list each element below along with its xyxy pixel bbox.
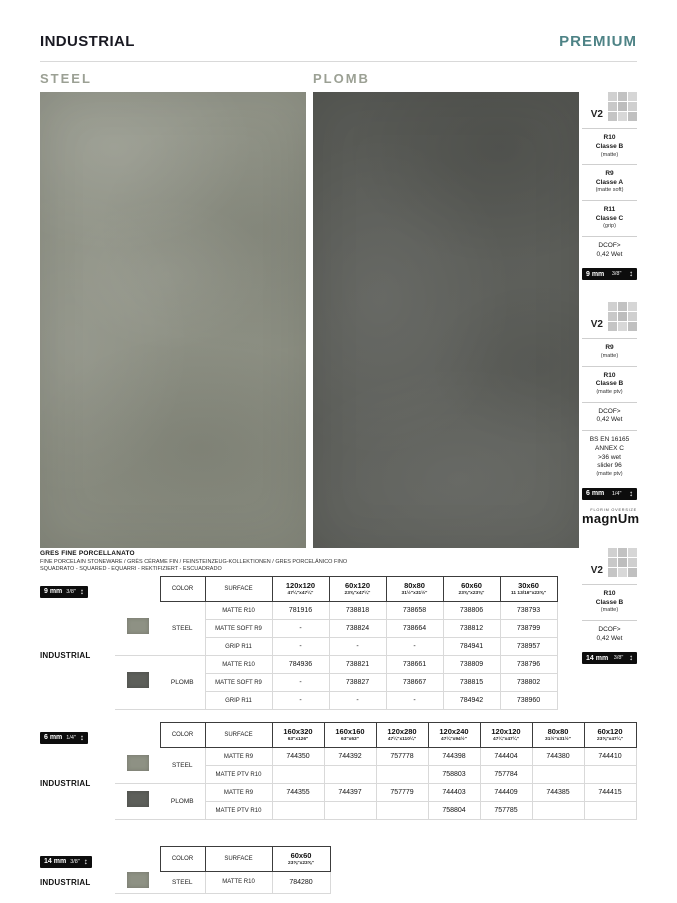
color-swatch	[127, 872, 149, 888]
spec-item	[582, 200, 637, 236]
grid-square	[618, 322, 627, 331]
header-divider	[40, 61, 637, 62]
size-column-header	[329, 577, 386, 602]
grid-square	[608, 322, 617, 331]
article-code: -	[386, 638, 443, 656]
size-inches: 47¼"x110¼"	[387, 736, 417, 742]
color-swatch-cell	[115, 748, 160, 784]
grid-square	[608, 548, 617, 557]
thickness-inches: 3/8"	[613, 655, 624, 662]
table-header-row	[40, 577, 557, 602]
surface-name: MATTE R10	[205, 656, 272, 674]
article-code: -	[272, 620, 329, 638]
material-translations: FINE PORCELAIN STONEWARE / GRÈS CÉRAME FIN / FEINSTEINZEUG-KOLLEKTIONEN / GRES PORCELÁNICO FINO	[40, 559, 348, 565]
article-code: 784942	[443, 692, 500, 710]
shade-variation	[582, 302, 637, 331]
spec-item	[582, 236, 637, 265]
spec-line: ANNEX C	[595, 444, 624, 452]
article-code: 738827	[329, 674, 386, 692]
size-cm: 120x240	[439, 727, 469, 737]
article-code	[584, 766, 636, 784]
size-cm: 160x160	[335, 727, 365, 737]
thickness-arrow-icon: ↕	[628, 653, 633, 663]
thickness-arrow-icon: ↕	[83, 856, 88, 866]
table-header-row	[40, 723, 636, 748]
article-code: -	[272, 674, 329, 692]
article-code: 738658	[386, 602, 443, 620]
surface-column-header: SURFACE	[205, 847, 272, 872]
size-column-header	[532, 723, 584, 748]
article-code: -	[386, 692, 443, 710]
article-code	[324, 802, 376, 820]
edge-finish-text: SQUADRATO - SQUARED - EQUARRI - REKTIFIZIERT - ESCUADRADO	[40, 566, 222, 572]
grid-square	[628, 548, 637, 557]
spec-line: R9	[605, 169, 614, 177]
article-code: 784280	[272, 872, 330, 894]
article-code	[584, 802, 636, 820]
color-column-header: COLOR	[160, 847, 205, 872]
swatch-header-spacer	[115, 577, 160, 602]
surface-name: MATTE R10	[205, 602, 272, 620]
article-code: 744403	[428, 784, 480, 802]
size-inches: 47¼"x94½"	[441, 736, 467, 742]
article-code: 744398	[428, 748, 480, 766]
thickness-badge	[582, 268, 637, 280]
size-column-header	[500, 577, 557, 602]
grid-square	[628, 112, 637, 121]
article-code: 738806	[443, 602, 500, 620]
spec-note: (matte ptv)	[596, 471, 623, 478]
spec-line: >36 wet	[598, 453, 621, 461]
grid-square	[618, 302, 627, 311]
tile-image-plomb	[313, 92, 579, 548]
article-code: 738957	[500, 638, 557, 656]
spec-line: Classe A	[595, 178, 624, 186]
spec-line: 0,42 Wet	[596, 634, 623, 642]
magnum-logo-wordmark: magnUm	[582, 510, 640, 526]
article-code: 738802	[500, 674, 557, 692]
thickness-badge	[40, 732, 88, 744]
size-column-header	[584, 723, 636, 748]
spec-note: (grip)	[603, 223, 616, 230]
article-code: -	[272, 692, 329, 710]
size-cm: 60x120	[597, 727, 623, 737]
size-inches: 47¼"x47¼"	[493, 736, 519, 742]
spec-line: R9	[605, 344, 614, 352]
size-cm: 60x120	[344, 581, 371, 591]
grid-square	[608, 302, 617, 311]
product-row	[40, 748, 636, 766]
spec-note: (matte)	[600, 353, 619, 360]
swatch-header-spacer	[115, 723, 160, 748]
color-swatch-cell	[115, 656, 160, 710]
color-swatch	[127, 791, 149, 807]
thickness-inches: 3/8"	[70, 858, 80, 865]
article-code	[376, 802, 428, 820]
article-code	[532, 802, 584, 820]
article-code: 784941	[443, 638, 500, 656]
article-code: 744380	[532, 748, 584, 766]
article-code: 744409	[480, 784, 532, 802]
size-column-header	[428, 723, 480, 748]
size-inches: 23⅝"x23⅝"	[288, 860, 314, 866]
grid-square	[628, 92, 637, 101]
size-tables	[40, 576, 637, 894]
swatch-header-spacer	[115, 847, 160, 872]
surface-name: MATTE PTV R10	[205, 766, 272, 784]
spec-line: slider 96	[597, 462, 622, 470]
grid-square	[618, 558, 627, 567]
color-swatch-cell	[115, 784, 160, 820]
article-code: 738821	[329, 656, 386, 674]
grid-square	[618, 92, 627, 101]
surface-name: MATTE SOFT R9	[205, 620, 272, 638]
article-code: 744415	[584, 784, 636, 802]
product-row	[40, 784, 636, 802]
size-cm: 60x60	[290, 851, 312, 861]
spec-item	[582, 128, 637, 164]
size-cm: 60x60	[461, 581, 482, 591]
size-column-header	[272, 847, 330, 872]
thickness-arrow-icon: ↕	[629, 488, 633, 498]
article-code: -	[272, 638, 329, 656]
color-swatch	[127, 672, 149, 688]
article-code: 744392	[324, 748, 376, 766]
brand-name: PREMIUM	[559, 33, 637, 50]
grid-square	[608, 558, 617, 567]
surface-name: MATTE R9	[205, 748, 272, 766]
article-code: 744397	[324, 784, 376, 802]
article-code	[376, 766, 428, 784]
grid-square	[628, 322, 637, 331]
size-inches: 63"x126"	[287, 736, 309, 742]
page-title: INDUSTRIAL	[40, 33, 135, 50]
size-cm: 160x320	[283, 727, 313, 737]
color-column-header: COLOR	[160, 577, 205, 602]
article-code: 758803	[428, 766, 480, 784]
article-code: 738667	[386, 674, 443, 692]
color-swatch-cell	[115, 872, 160, 894]
series-name: INDUSTRIAL	[40, 651, 91, 660]
color-swatch	[127, 618, 149, 634]
grid-square	[608, 92, 617, 101]
spec-item	[582, 402, 637, 431]
size-inches: 11 13/16"x23⅝"	[511, 590, 546, 596]
article-code: 738796	[500, 656, 557, 674]
size-inches: 63"x63"	[341, 736, 359, 742]
size-column-header	[443, 577, 500, 602]
surface-name: MATTE R9	[205, 784, 272, 802]
thickness-badge	[40, 586, 88, 598]
size-column-header	[376, 723, 428, 748]
thickness-inches: 1/4"	[66, 734, 76, 741]
spec-line: Classe B	[595, 598, 624, 606]
tile-image-steel	[40, 92, 306, 548]
thickness-arrow-icon: ↕	[79, 586, 84, 596]
thickness-value: 9 mm	[44, 588, 63, 595]
tile-grid-icon	[608, 92, 637, 121]
article-code: 757778	[376, 748, 428, 766]
size-table	[40, 576, 558, 710]
spec-group	[582, 92, 637, 280]
table-header-row	[40, 847, 330, 872]
article-code: 744350	[272, 748, 324, 766]
article-code	[532, 766, 584, 784]
series-name: INDUSTRIAL	[40, 779, 91, 788]
spec-note: (matte soft)	[595, 187, 624, 194]
thickness-inches: 3/8"	[66, 588, 76, 595]
article-code: 744355	[272, 784, 324, 802]
grid-square	[628, 312, 637, 321]
spec-group	[582, 302, 640, 526]
size-column-header	[272, 577, 329, 602]
thickness-value: 6 mm	[44, 734, 63, 741]
article-code: 784936	[272, 656, 329, 674]
series-name: INDUSTRIAL	[40, 877, 91, 887]
product-row	[40, 872, 330, 894]
article-code: 738815	[443, 674, 500, 692]
color-swatch-cell	[115, 602, 160, 656]
article-code: 738664	[386, 620, 443, 638]
grid-square	[608, 102, 617, 111]
color-name: STEEL	[160, 602, 205, 656]
thickness-cell	[40, 847, 115, 872]
article-code: 738812	[443, 620, 500, 638]
shade-variation-label: V2	[590, 109, 603, 120]
size-column-header	[272, 723, 324, 748]
color-name: STEEL	[160, 748, 205, 784]
product-label-plomb: PLOMB	[313, 71, 370, 86]
size-column-header	[480, 723, 532, 748]
size-table	[40, 846, 331, 894]
material-description	[40, 550, 500, 572]
article-code	[272, 802, 324, 820]
surface-column-header: SURFACE	[205, 577, 272, 602]
color-column-header: COLOR	[160, 723, 205, 748]
article-code: 738809	[443, 656, 500, 674]
spec-line: Classe B	[595, 142, 624, 150]
grid-square	[618, 112, 627, 121]
magnum-logo	[582, 507, 640, 526]
article-code	[324, 766, 376, 784]
size-table	[40, 722, 637, 820]
size-inches: 23⅝"x47¼"	[344, 590, 371, 596]
article-code: -	[329, 692, 386, 710]
spec-note: (matte)	[600, 607, 619, 614]
tile-grid-icon	[608, 548, 637, 577]
thickness-value: 14 mm	[586, 654, 609, 662]
article-code	[272, 766, 324, 784]
surface-name: MATTE SOFT R9	[205, 674, 272, 692]
size-cm: 30x60	[518, 581, 539, 591]
grid-square	[618, 102, 627, 111]
spec-line: R11	[603, 205, 616, 213]
size-cm: 80x80	[404, 581, 425, 591]
spec-line: R10	[603, 371, 616, 379]
size-cm: 120x280	[387, 727, 417, 737]
spec-line: Classe C	[595, 214, 624, 222]
grid-square	[618, 312, 627, 321]
article-code: 738661	[386, 656, 443, 674]
article-code: 781916	[272, 602, 329, 620]
size-cm: 120x120	[285, 581, 316, 591]
spec-item	[582, 430, 637, 483]
material-title: GRES FINE PORCELLANATO	[40, 550, 135, 557]
article-code: 738818	[329, 602, 386, 620]
product-row	[40, 656, 557, 674]
size-inches: 23⅝"x47¼"	[597, 736, 623, 742]
thickness-badge	[582, 488, 637, 500]
spec-line: 0,42 Wet	[596, 250, 623, 258]
surface-name: GRIP R11	[205, 692, 272, 710]
article-code: 738793	[500, 602, 557, 620]
surface-column-header: SURFACE	[205, 723, 272, 748]
spec-line: DCOF>	[598, 407, 621, 415]
thickness-value: 14 mm	[44, 858, 67, 865]
grid-square	[608, 312, 617, 321]
spec-note: (matte)	[600, 151, 619, 158]
thickness-inches: 1/4"	[611, 490, 622, 497]
spec-line: DCOF>	[598, 241, 621, 249]
grid-square	[628, 558, 637, 567]
spec-note: (matte ptv)	[596, 389, 623, 396]
color-name: PLOMB	[160, 656, 205, 710]
article-code: 738799	[500, 620, 557, 638]
size-inches: 31½"x31½"	[401, 590, 428, 596]
thickness-value: 6 mm	[586, 490, 605, 498]
thickness-badge	[40, 856, 92, 868]
spec-line: DCOF>	[598, 625, 621, 633]
thickness-arrow-icon: ↕	[629, 269, 633, 279]
surface-name: MATTE PTV R10	[205, 802, 272, 820]
surface-name: MATTE R10	[205, 872, 272, 894]
article-code: 758804	[428, 802, 480, 820]
article-code: 738824	[329, 620, 386, 638]
spec-item	[582, 164, 637, 200]
article-code: 757779	[376, 784, 428, 802]
color-name: PLOMB	[160, 784, 205, 820]
article-code: 744410	[584, 748, 636, 766]
article-code: 757785	[480, 802, 532, 820]
surface-name: GRIP R11	[205, 638, 272, 656]
article-code: 744404	[480, 748, 532, 766]
thickness-cell	[40, 577, 115, 602]
size-cm: 80x80	[547, 727, 569, 737]
spec-item	[582, 338, 637, 365]
product-row	[40, 602, 557, 620]
grid-square	[618, 548, 627, 557]
article-code: 757784	[480, 766, 532, 784]
grid-square	[628, 302, 637, 311]
size-inches: 47¼"x47¼"	[287, 590, 314, 596]
color-name: STEEL	[160, 872, 205, 894]
thickness-value: 9 mm	[586, 270, 605, 278]
spec-line: R10	[603, 589, 616, 597]
spec-line: Classe B	[595, 380, 624, 388]
thickness-arrow-icon: ↕	[79, 732, 84, 742]
size-cm: 120x120	[491, 727, 521, 737]
grid-square	[628, 102, 637, 111]
color-swatch	[127, 755, 149, 771]
spec-line: R10	[603, 134, 616, 141]
spec-item	[582, 366, 637, 402]
size-inches: 31½"x31½"	[545, 736, 571, 742]
product-label-steel: STEEL	[40, 71, 92, 86]
thickness-inches: 3/8"	[611, 271, 622, 278]
magnum-logo-claim: FLORIM OVERSIZE	[590, 507, 637, 512]
article-code: -	[329, 638, 386, 656]
thickness-cell	[40, 723, 115, 748]
size-column-header	[324, 723, 376, 748]
shade-variation-label: V2	[590, 319, 603, 331]
spec-line: 0,42 Wet	[596, 416, 623, 424]
article-code: 744385	[532, 784, 584, 802]
size-inches: 23⅝"x23⅝"	[458, 590, 485, 596]
tile-grid-icon	[608, 302, 637, 331]
spec-line: BS EN 16165	[589, 436, 630, 444]
shade-variation	[582, 92, 637, 121]
shade-variation	[582, 548, 637, 577]
grid-square	[608, 112, 617, 121]
size-column-header	[386, 577, 443, 602]
article-code: 738960	[500, 692, 557, 710]
shade-variation-label: V2	[590, 564, 603, 576]
